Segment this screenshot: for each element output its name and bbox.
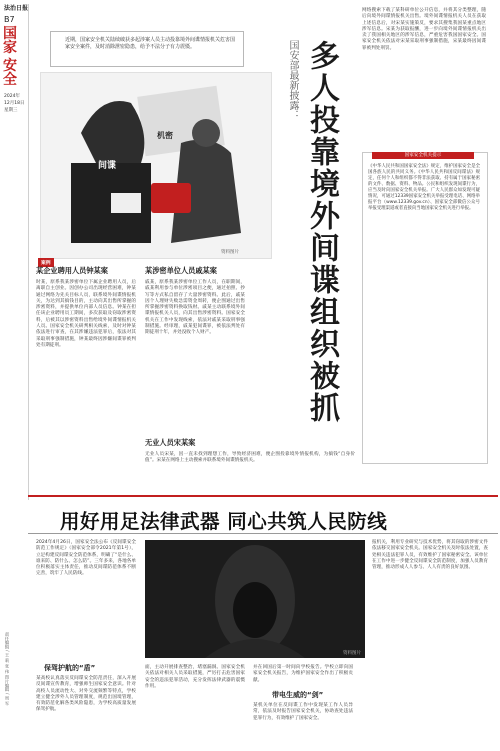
case3-title: 无业人员宋某案 [145, 438, 196, 447]
page-number: B7 [4, 15, 15, 24]
case3-body: 无业人员宋某，因一直未找到理想工作，导致经济困难，便企图投靠境外情报机构，为搞钱“自身价值”。宋某在网络上主动搜索并联系境外间谍情报机关。 [145, 452, 355, 464]
column3-text: 并在回国后第一时间向学校报告。学校立即向国家安全机关报告，为维护国家安全作出了积极贡献。 [253, 665, 353, 683]
sub1-body: 某高校认真落实反间谍安全防范责任，深入开展反间谍宣传教育，增强师生国家安全意识。针对高校人员流动性大、对外交流频繁等特点，学校建立健全涉外人员管理制度，规范出国境管理，有效防范化解各类风险隐患，为学校高质量发展保驾护航。 [36, 676, 136, 713]
illustration-photo [40, 72, 272, 259]
section-divider [28, 495, 498, 497]
issue-date: 12月18日 [4, 101, 25, 106]
spy-illustration [41, 73, 271, 258]
headline-title: 多人投靠境外间谍组织被抓 [304, 40, 339, 424]
newspaper-brand: 法治日报 [4, 5, 29, 12]
photo-credit: 资料图片 [221, 250, 239, 255]
section-char-1: 国 [3, 26, 17, 42]
intro-text: 近期，国家安全机关陆续破获多起涉案人员主动投靠境外间谍情报机关危害国家安全案件，及时消除泄密隐患，给予不法分子有力震慑。 [65, 37, 236, 50]
rail-divider [28, 4, 29, 500]
issue-weekday: 星期三 [4, 108, 18, 113]
editor-note: 责任编辑 / 王 莉 张 伟 图片编辑 / 周 军 [5, 632, 10, 706]
mid-column-text: 面，主动开展排查整治，堵塞漏洞。国家安全机关依法对相关人员采取措施，严厉打击危害国家安全的违法犯罪活动，充分发挥法律武器的震慑作用。 [145, 665, 245, 689]
case1-title: 某企业聘用人员钟某案 [36, 266, 108, 275]
sub1-title: 保驾护航的“盾” [44, 664, 96, 672]
sub2-title: 带电生威的“剑” [272, 691, 324, 699]
section-char-4: 全 [3, 72, 17, 88]
case2-title: 某涉密单位人员戚某案 [145, 266, 217, 275]
intro-box [50, 31, 244, 67]
case1-body: 时某，原系我某涉密单位下属企业聘用人员，后离职自主创业。因创办公司出现经营困难，钟某通过网络为先关目标人员，联系境外间谍情报机关，为达到其搞钱目的，主动向其出售所掌握的涉密资料，并提供单位内部人员信息。钟某在担任该企业聘用员工期间，多次获取及窃取涉密资料，后被其以涉密资料出售给境外间谍情报机关人员。国家安全机关研判相关线索，及时对钟某依法进行审查，在其涉嫌违法犯罪后，依法对其采取刑事强制措施，钟某最终因涉嫌间谍罪被判处有期徒刑。 [36, 280, 136, 348]
tip-title: 国家安全机关提示 [372, 152, 474, 159]
case-label: 案例 [38, 258, 54, 267]
intro2-text: 2024年4月26日，国家安全法公布《反间谍安全防范工作规定》（国家安全部令2021年第1号），立足构建反间谍安全防范体系，明确了“是什么、谁来防、防什么、怎么防”。三年多来，各地各单位积极落实主体责任，推动反间谍防范体系不断完善，筑牢了人民防线。 [36, 540, 136, 577]
section-char-2: 家 [3, 40, 17, 56]
issue-year: 2024年 [4, 94, 20, 99]
hooded-figure-illustration [145, 540, 365, 658]
banner-rule [28, 533, 498, 534]
illustration-tag-secret: 机密 [157, 131, 173, 140]
banner-title: 用好用足法律武器 同心共筑人民防线 [60, 510, 388, 533]
photo2-credit: 资料图片 [343, 651, 361, 656]
section-char-3: 安 [3, 58, 17, 74]
tip-body: 《中华人民共和国国家安全法》规定，维护国家安全是全国各族人民的共同义务。《中华人民共和国反间谍法》规定，任何个人和组织都不得非法获取、持有属于国家秘密的文件、数据、资料、物品。公民和组织发现间谍行为，应当及时向国家安全机关举报。广大人民群众如发现可疑情况，可通过12339国家安全机关举报受理电话、网络举报平台（www.12339.gov.cn）、国家安全部微信公众号举报受理渠道或者直接向当地国家安全机关进行举报。 [368, 164, 480, 211]
right-column-bottom-text: 报机关，利用专业研究与技术优势，将其窃取的涉密文件依法移交国家安全机关。国家安全机关及时依法处置，查处相关违法犯罪人员，有效维护了国家秘密安全。该单位在工作中进一步健全反间谍安全防范制度，加强人员教育管理，推动形成人人参与、人人有责的良好氛围。 [372, 540, 488, 571]
sub2-body: 某机关单位在反间谍工作中发现某工作人员异常，依法及时报告国家安全机关，协助查处违法犯罪行为，有效维护了国家安全。 [253, 703, 353, 721]
hooded-figure-photo [145, 540, 365, 658]
right-column-text: 网络搜索下载了某科研单位公开信息，并将其分类整理，随后向境外间谍情报机关出售。境外间谍情报机关人员在获取上述信息后，对宋某实施策反，要求其搜集我国某重点地区涉军信息。宋某为获取报酬，进一步向境外间谍情报机关出卖了我国相关地区的涉军信息，严重危害我国国家安全。国家安全机关依法对宋某采取刑事强制措施，宋某最终因间谍罪被判处刑罚。 [362, 8, 486, 51]
illustration-tag-spy: 间谍 [98, 161, 117, 171]
case2-body: 戚某，原系我某涉密单位工作人员，在职期间，戚某利用参与单位涉密项目之便，通过拍照、抄写等方式私自留存了大量涉密资料。此后，戚某因个人理财失败急需资金周转，便企图通过出售所掌握涉密资料换取钱财。戚某主动联系境外间谍情报机关人员，向其出售涉密资料。国家安全机关在工作中发现线索，依法对戚某采取刑事强制措施。经审理，戚某犯间谍罪，被依法判处有期徒刑十年，并处没收个人财产。 [145, 280, 245, 336]
headline-kicker: 国安部最新披露： [287, 40, 298, 120]
page-rail [0, 0, 29, 751]
